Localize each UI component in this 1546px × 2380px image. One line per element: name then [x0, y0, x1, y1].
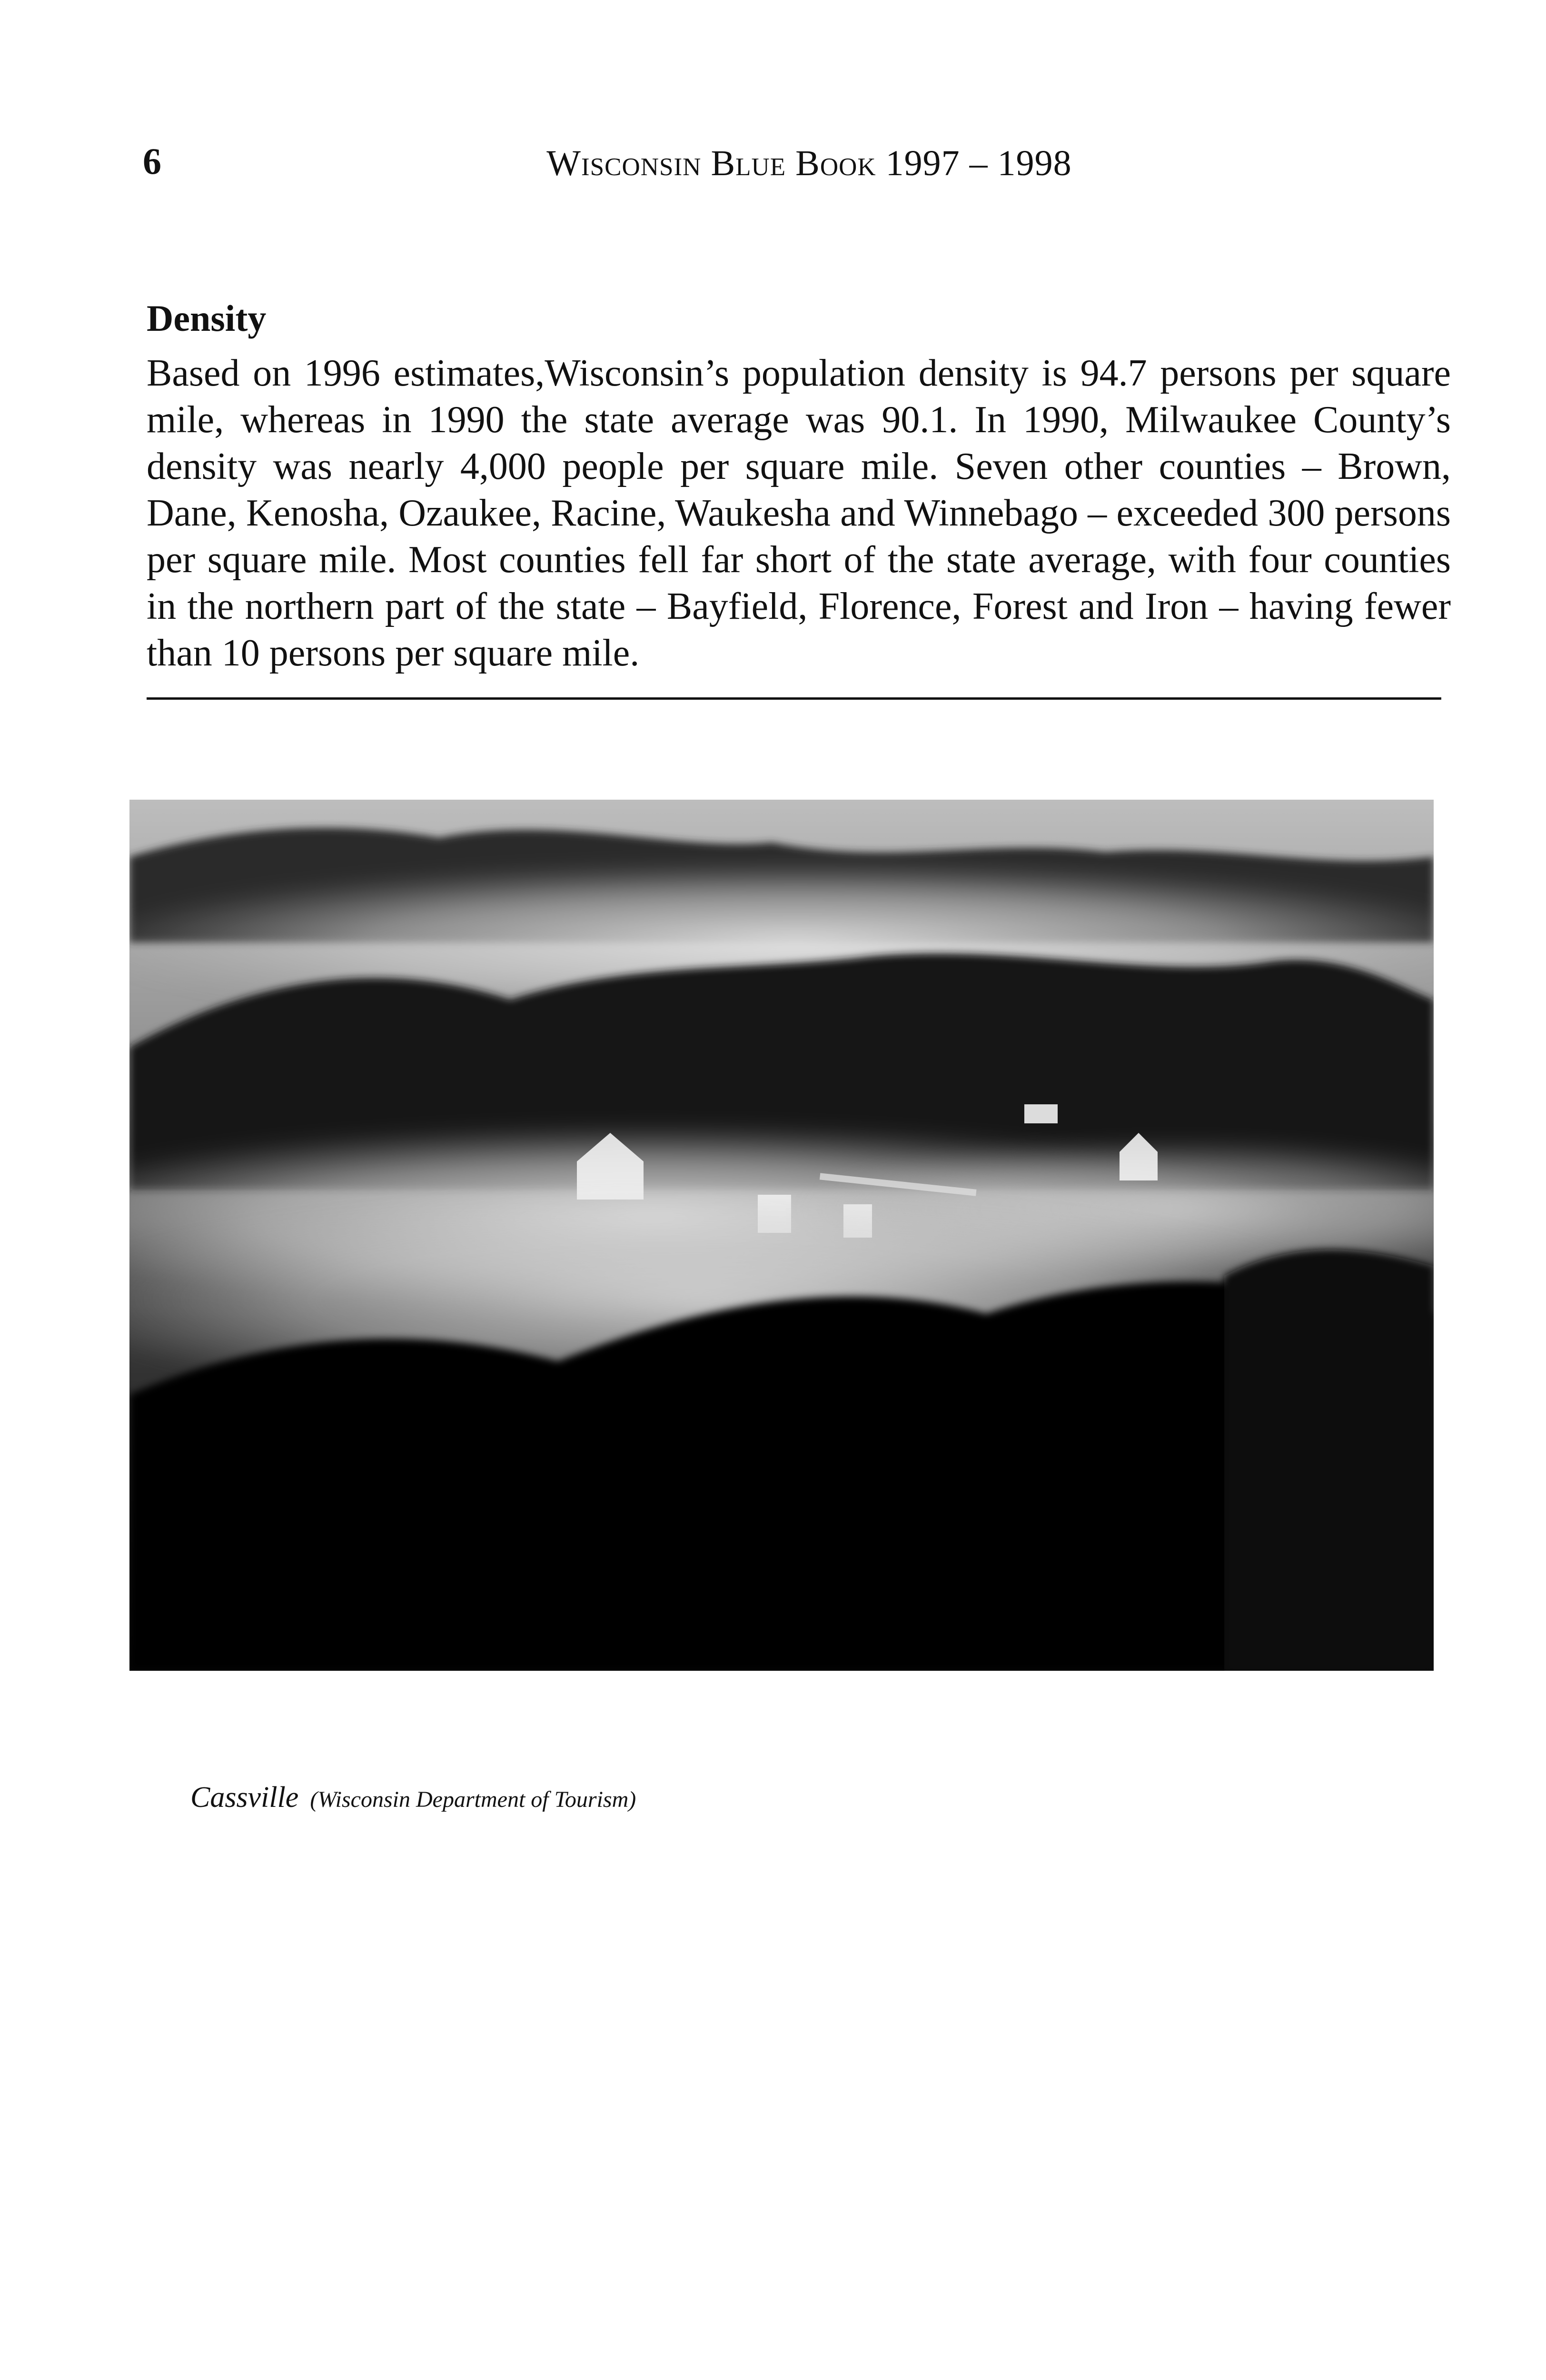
- body-paragraph: Based on 1996 estimates,Wisconsin’s population density is 94.7 persons per square mile, whereas in 1990 the state average was 90.1. In 1990, Milwaukee County’s density was nearly 4,000 people per square mile. Seven other counties – Brown, Dane, Kenosha, Ozaukee, Racine, Waukesha and Winnebago – exceeded 300 persons per square mile. Most counties fell far short of the state average, with four counties in the northern part of the state – Bayfield, Florence, Forest and Iron – having fewer than 10 persons per square mile.: [147, 352, 1451, 674]
- photo-caption: [190, 1783, 636, 1812]
- cassville-photo: [129, 800, 1434, 1671]
- page-number: 6: [143, 140, 161, 182]
- section-heading: Density: [147, 298, 267, 339]
- caption-title: Cassville: [190, 1781, 299, 1814]
- caption-credit: (Wisconsin Department of Tourism): [310, 1787, 636, 1812]
- running-head: Wisconsin Blue Book 1997 – 1998: [546, 143, 1072, 183]
- horizontal-rule: [147, 697, 1441, 700]
